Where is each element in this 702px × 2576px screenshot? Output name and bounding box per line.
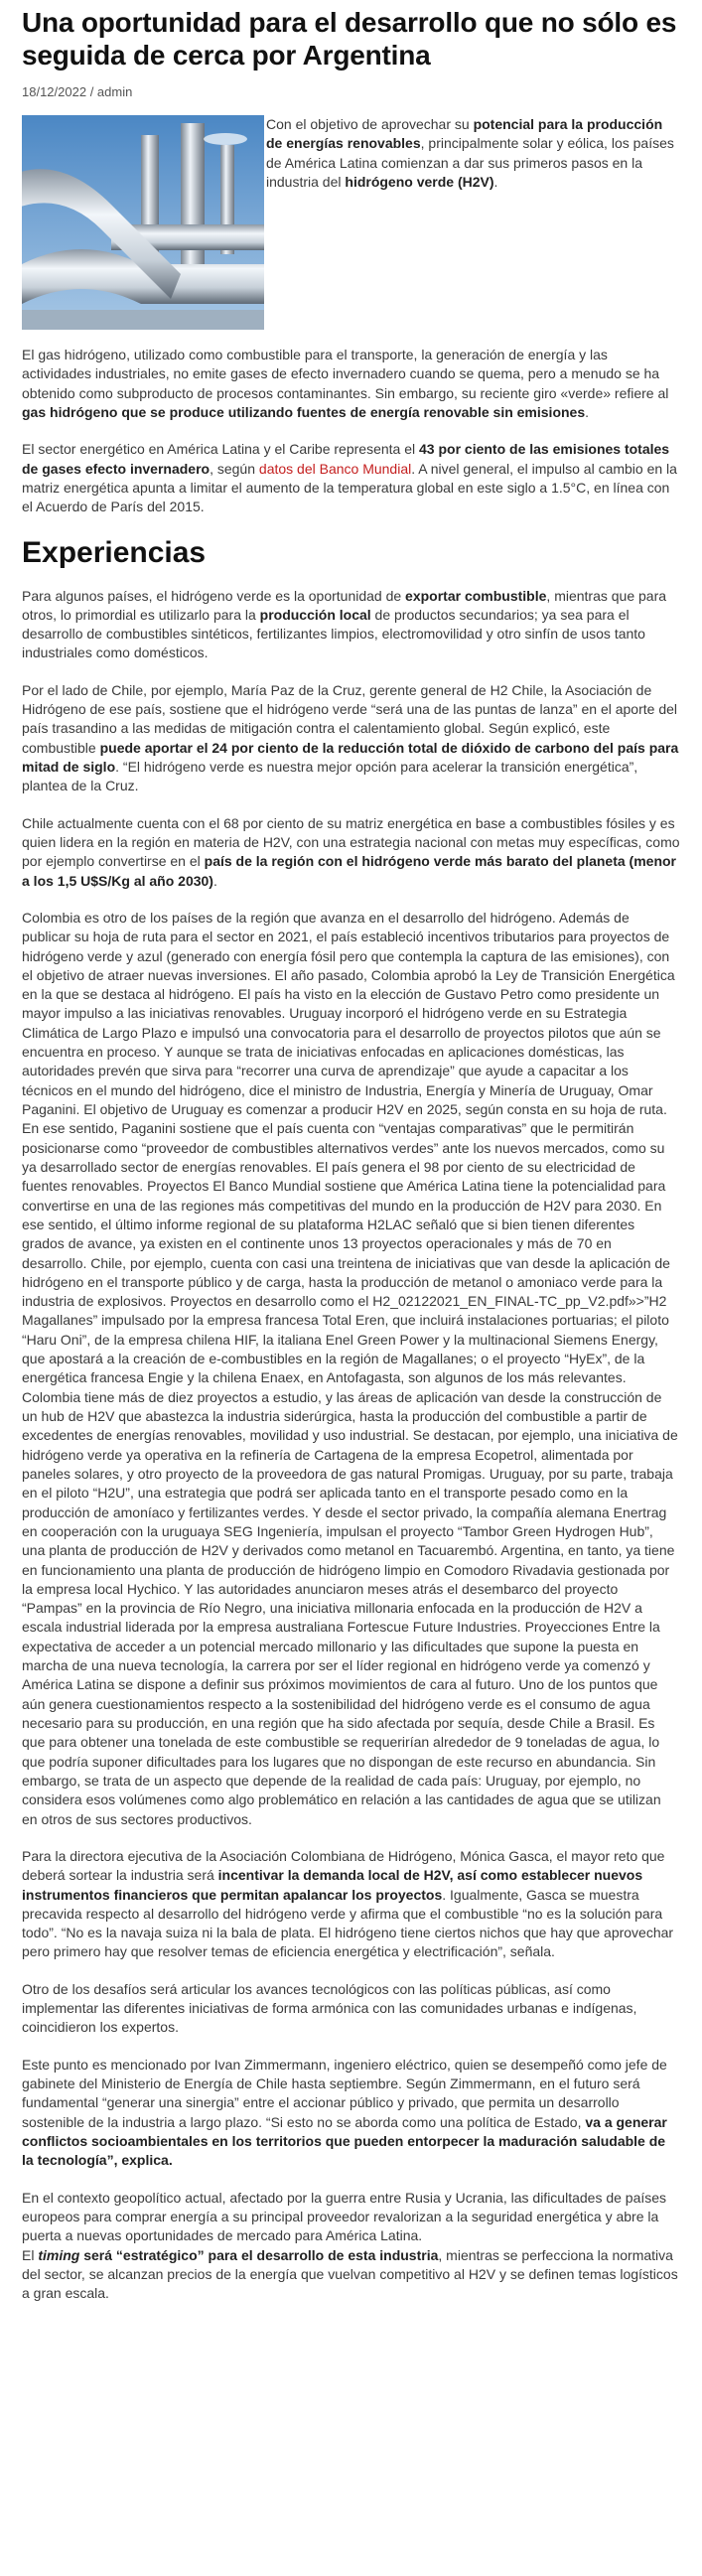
paragraph-8: Para la directora ejecutiva de la Asociación Colombiana de Hidrógeno, Mónica Gasca, el mayor reto que deberá sortear la industria será incentivar la demanda local de H2V, así como establecer nuevos instrumentos financieros que permitan apalancar los proyectos. Igualmente, Gasca se muestra precavida respecto al desarrollo del hidrógeno verde y afirma que el combustible “no es la solución para todo”. “No es la navaja suiza ni la bala de plata. El hidrógeno tiene ciertos nichos que hay que aprovechar pero primero hay que resolver temas de eficiencia energética y electrificación”, señala. <box>22 1847 674 1960</box>
paragraph-4: Para algunos países, el hidrógeno verde es la oportunidad de exportar combustible, mientras que para otros, lo primordial es utilizarlo para la producción local de productos secundarios; ya sea para el desarrollo de combustibles sintéticos, fertilizantes limpios, electromovilidad y otro sinfín de usos tanto industriales como domésticos. <box>22 587 667 661</box>
intro-block <box>22 115 680 330</box>
section-heading: Experiencias <box>22 535 207 569</box>
meta-separator: / <box>86 84 97 100</box>
world-bank-link[interactable]: datos del Banco Mundial <box>258 460 412 477</box>
paragraph-6: Chile actualmente cuenta con el 68 por ciento de su matriz energética en base a combustibles fósiles y es quien lidera en la región en materia de H2V, con una estrategia nacional con metas muy específicas, como por ejemplo convertirse en el país de la región con el hidrógeno verde más barato del planeta (menor a los 1,5 U$S/Kg al año 2030). <box>22 814 680 889</box>
article-title: Una oportunidad para el desarrollo que no sólo es seguida de cerca por Argentina <box>22 7 677 72</box>
post-date: 18/12/2022 <box>22 84 87 100</box>
paragraph-2: El gas hidrógeno, utilizado como combustible para el transporte, la generación de energía y las actividades industriales, no emite gases de efecto invernadero cuando se quema, pero a menudo se ha obtenido como subproducto de procesos contaminantes. Sin embargo, su reciente giro «verde» refiere al gas hidrógeno que se produce utilizando fuentes de energía renovable sin emisiones. <box>22 347 669 420</box>
author-link[interactable]: admin <box>96 84 133 100</box>
paragraph-9: Otro de los desafíos será articular los avances tecnológicos con las políticas públicas, así como implementar las diferentes iniciativas de forma armónica con las comunidades urbanas e indígenas, coincidieron los expertos. <box>22 1980 637 2036</box>
paragraph-11: En el contexto geopolítico actual, afectado por la guerra entre Rusia y Ucrania, las dificultades de países europeos para comprar energía a su principal proveedor revalorizan a la seguridad energética y abre la puerta a nuevas oportunidades de mercado para América Latina. El timing será “estratégico” para el desarrollo de esta industria, mientras se perfecciona la normativa del sector, se alcanzan precios de la energía que vuelvan competitivo al H2V y se definen temas logísticos a gran escala. <box>22 2189 678 2302</box>
paragraph-7: Colombia es otro de los países de la región que avanza en el desarrollo del hidrógeno. Además de publicar su hoja de ruta para el sector en 2021, el país estableció incentivos tributarios para proyectos de hidrógeno verde y azul (generado con energía fósil pero que contempla la captura de las emisiones), con el objetivo de atraer nuevas inversiones. El año pasado, Colombia aprobó la Ley de Transición Energética en la que se destaca al hidrógeno. El país ha visto en la elección de Gustavo Petro como presidente un mayor impulso a las iniciativas renovables. Uruguay incorporó el hidrógeno verde en su Estrategia Climática de Largo Plazo e impulsó una convocatoria para el desarrollo de proyectos pilotos que aún se encuentra en proceso. Y aunque se trata de iniciativas enfocadas en aplicaciones domésticas, las autoridades prevén que sirva para “recorrer una curva de aprendizaje” que ayude a capacitar a los técnicos en el mundo del hidrógeno, dice el ministro de Industria, Energía y Minería de Uruguay, Omar Paganini. El objetivo de Uruguay es comenzar a producir H2V en 2025, según consta en su hoja de ruta. En ese sentido, Paganini sostiene que el país cuenta con “ventajas comparativas” que le permitirán posicionarse como “proveedor de combustibles alternativos verdes” ante los nuevos mercados, como su ya desarrollado sector de energías renovables. El país genera el 98 por ciento de su electricidad de fuentes renovables. Proyectos El Banco Mundial sostiene que América Latina tiene la potencialidad para convertirse en una de las regiones más competitivas del mundo en la producción de H2V para 2030. En ese sentido, el último informe regional de su plataforma H2LAC señaló que si bien tienen diferentes grados de avance, ya existen en el continente unos 13 proyectos operacionales y más de 70 en desarrollo. Chile, por ejemplo, cuenta con casi una treintena de iniciativas que van desde la aplicación de hidrógeno en el transporte público y de carga, hasta la producción de metanol o amoniaco verde para la industria de explosivos. Proyectos en desarrollo como el H2_02122021_EN_FINAL-TC_pp_V2.pdf»>”H2 Magallanes” impulsado por la empresa francesa Total Eren, que incluirá instalaciones portuarias; el piloto “Haru Oni”, de la empresa chilena HIF, la italiana Enel Green Power y la multinacional Siemens Energy, que apostará a la creación de e-combustibles en la región de Magallanes; o el proyecto “HyEx”, de la energética francesa Engie y la chilena Enaex, en Antofagasta, son algunos de los más relevantes. Colombia tiene más de diez proyectos a estudio, y las áreas de aplicación van desde la construcción de un hub de H2V que abastezca la industria siderúrgica, hasta la producción del combustible a partir de excedentes de energías renovables, movilidad y uso industrial. Se destacan, por ejemplo, una iniciativa de hidrógeno verde ya operativa en la refinería de Cartagena de la empresa Ecopetrol, alimentada por paneles solares, y otro proyecto de la proveedora de gas natural Promigas. Uruguay, por su parte, trabaja en el piloto “H2U”, una estrategia que podrá ser aplicada tanto en el transporte pesado como en la producción de amoníaco y fertilizantes verdes. Y desde el sector privado, la compañía alemana Enertrag en cooperación con la uruguaya SEG Ingeniería, impulsan el proyecto “Tambor Green Hydrogen Hub”, una planta de producción de H2V y derivados como metanol en Tacuarembó. Argentina, en tanto, ya tiene en funcionamiento una planta de producción de hidrógeno limpio en Comodoro Rivadavia gestionada por la empresa local Hychico. Y las autoridades anunciaron meses atrás el desembarco del proyecto “Pampas” en la provincia de Río Negro, una iniciativa millonaria enfocada en la producción de H2V a escala industrial liderada por la empresa australiana Fortescue Future Industries. Proyecciones Entre la expectativa de acceder a un potencial mercado millonario y las dificultades que supone la puesta en marcha de una nueva tecnología, la carrera por ser el líder regional en hidrógeno verde ya comenzó y América Latina se dispone a definir sus próximos movimientos de cara al futuro. Uno de los puntos que aún genera cuestionamientos respecto a la sostenibilidad del hidrógeno verde es el consumo de agua necesario para su producción, en una región que ha sido afectada por sequía, desde Chile a Brasil. Es que para obtener una tonelada de este combustible se requerirían alrededor de 9 toneladas de agua, lo que podría suponer dificultades para los lugares que no dispongan de este recurso en abundancia. Sin embargo, se trata de un aspecto que depende de la realidad de cada país: Uruguay, por ejemplo, no considera esos volúmenes como algo problemático en relación a las cantidades de agua que se utilizan en otros de sus sectores productivos. <box>22 909 678 1827</box>
post-meta <box>22 83 680 101</box>
hydrogen-pipes-image <box>22 115 264 330</box>
paragraph-5: Por el lado de Chile, por ejemplo, María Paz de la Cruz, gerente general de H2 Chile, la Asociación de Hidrógeno de ese país, sostiene que el hidrógeno verde “será una de las puntas de lanza” en el aporte del país trasandino a las medidas de mitigación contra el calentamiento global. Según explicó, este combustible puede aportar el 24 por ciento de la reducción total de dióxido de carbono del país para mitad de siglo. “El hidrógeno verde es nuestra mejor opción para acelerar la transición energética”, plantea de la Cruz. <box>22 681 679 794</box>
paragraph-3: El sector energético en América Latina y el Caribe representa el 43 por ciento de las emisiones totales de gases efecto invernadero, según datos del Banco Mundial. A nivel general, el impulso al cambio en la matriz energética apunta a limitar el aumento de la temperatura global en este siglo a 1.5°C, en línea con el Acuerdo de París del 2015. <box>22 441 677 515</box>
paragraph-1: Con el objetivo de aprovechar su potencial para la producción de energías renovables, principalmente solar y eólica, los países de América Latina comienzan a dar sus primeros pasos en la industria del hidrógeno verde (H2V). <box>266 116 674 190</box>
paragraph-10: Este punto es mencionado por Ivan Zimmermann, ingeniero eléctrico, quien se desempeñó como jefe de gabinete del Ministerio de Energía de Chile hasta septiembre. Según Zimmermann, en el futuro será fundamental “generar una sinergia” entre el accionar público y privado, que permita un desarrollo sostenible de la industria a largo plazo. “Si esto no se aborda como una política de Estado, va a generar conflictos socioambientales en los territorios que pueden entorpecer la maduración saludable de la tecnología”, explica. <box>22 2056 667 2169</box>
